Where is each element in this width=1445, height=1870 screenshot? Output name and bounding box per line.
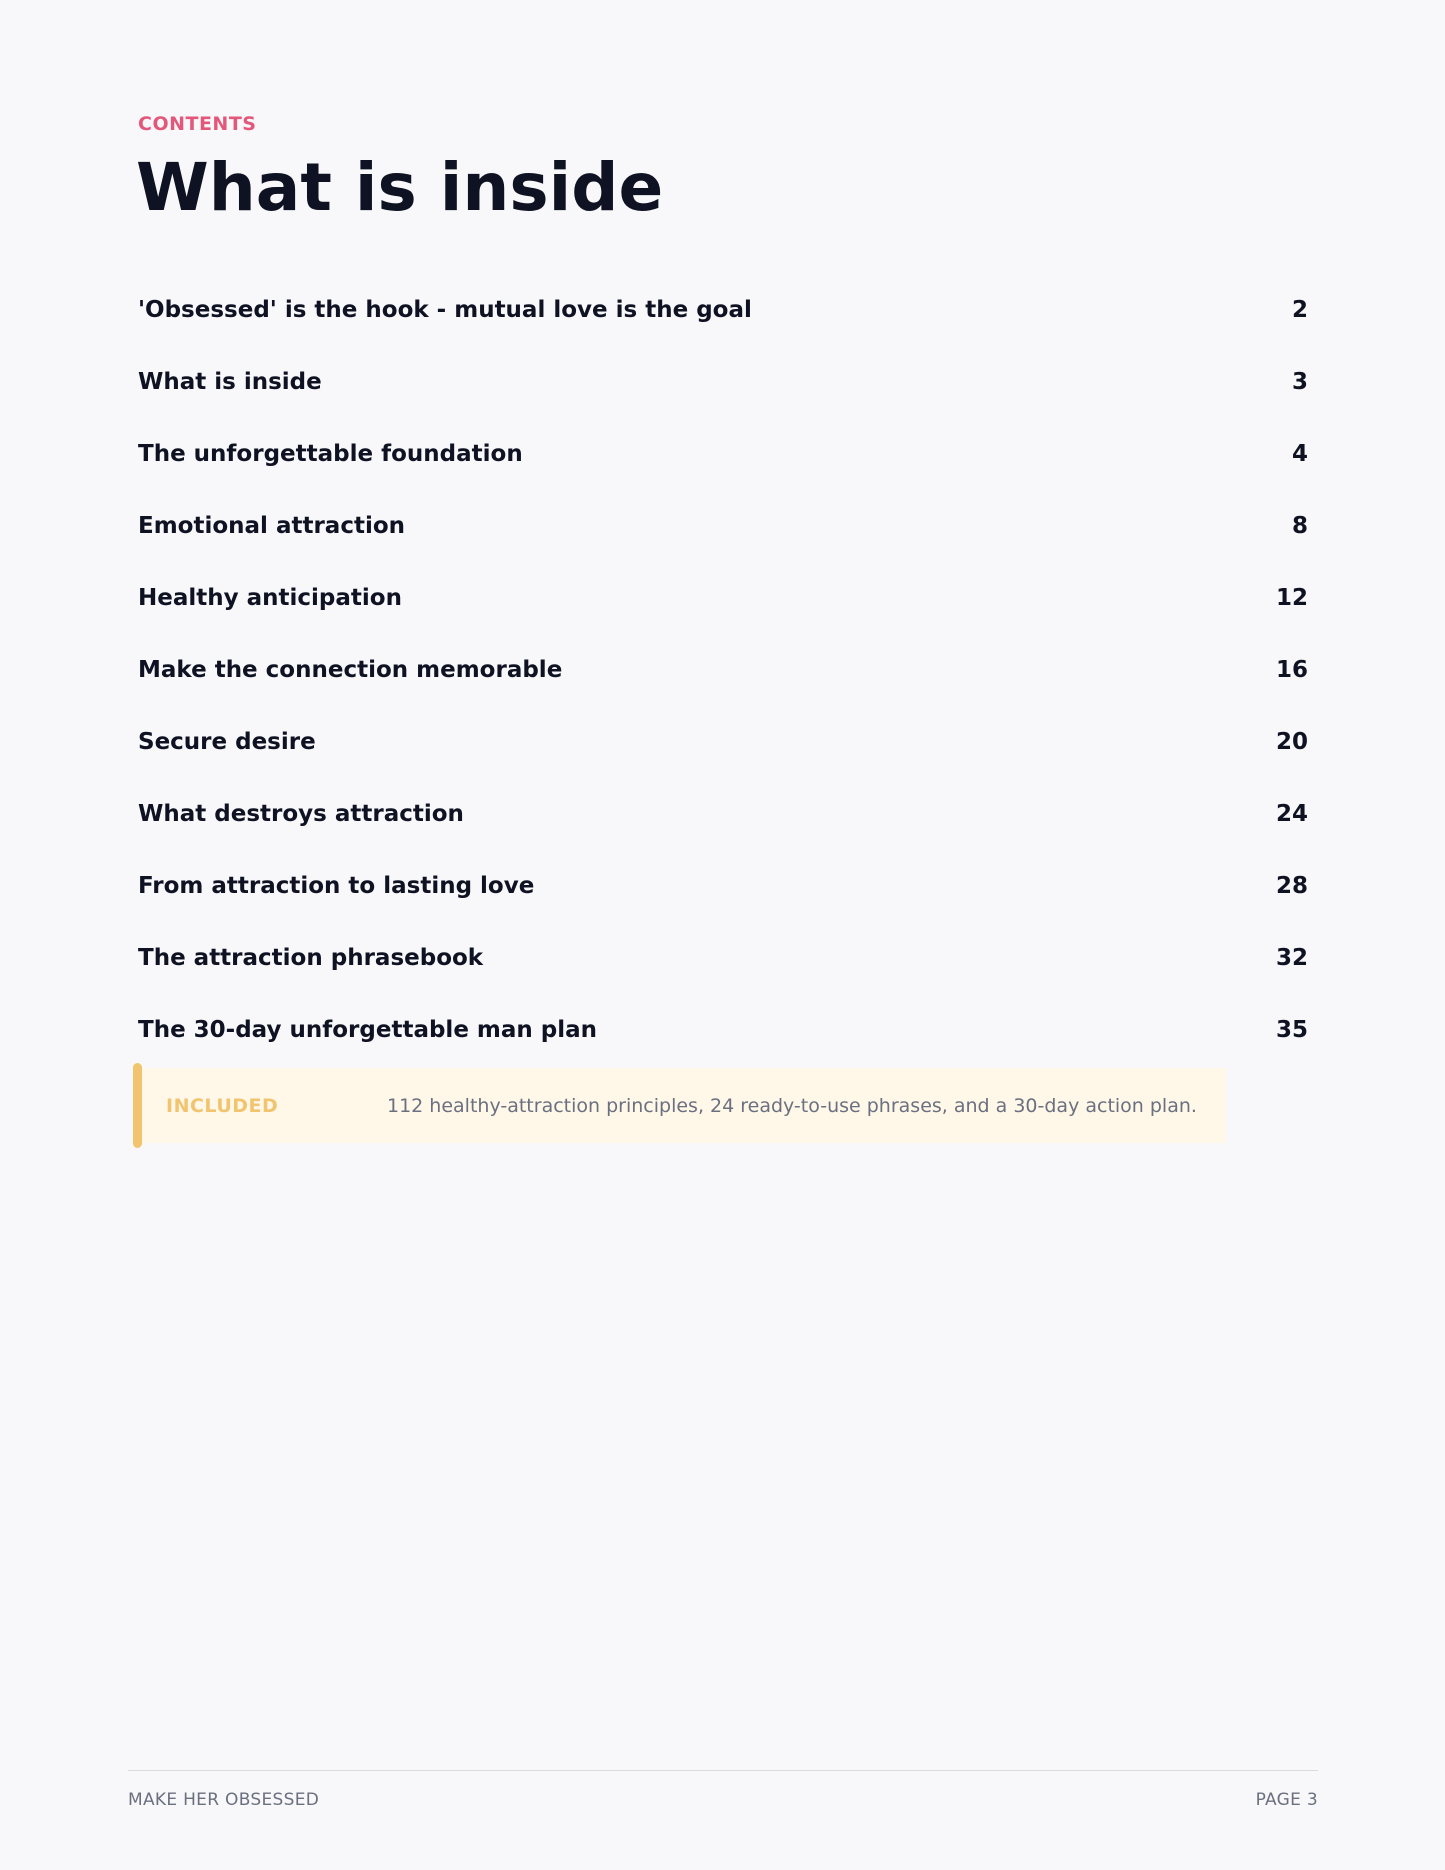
- toc-entry[interactable]: [138, 922, 1308, 994]
- toc-entry[interactable]: [138, 850, 1308, 922]
- included-callout: [136, 1068, 1226, 1143]
- footer-divider: [128, 1770, 1318, 1771]
- toc-entry[interactable]: [138, 994, 1308, 1066]
- toc-entry[interactable]: [138, 706, 1308, 778]
- toc-entry-title: Healthy anticipation: [138, 585, 402, 611]
- toc-entry-page: 35: [1275, 1017, 1308, 1043]
- callout-text: 112 healthy-attraction principles, 24 ready-to-use phrases, and a 30-day action plan.: [387, 1094, 1197, 1117]
- toc-entry-page: 8: [1291, 513, 1308, 539]
- toc-entry-page: 4: [1291, 441, 1308, 467]
- toc-entry[interactable]: [138, 346, 1308, 418]
- toc-entry-title: The unforgettable foundation: [138, 441, 523, 467]
- toc-entry-page: 32: [1275, 945, 1308, 971]
- footer-page-number: PAGE 3: [1255, 1790, 1318, 1810]
- table-of-contents: [138, 274, 1308, 1066]
- toc-entry-page: 16: [1275, 657, 1308, 683]
- toc-entry[interactable]: [138, 418, 1308, 490]
- toc-entry-title: What destroys attraction: [138, 801, 464, 827]
- toc-entry-title: Secure desire: [138, 729, 316, 755]
- page-title: What is inside: [136, 149, 664, 226]
- toc-entry-title: What is inside: [138, 369, 322, 395]
- callout-accent-bar: [133, 1063, 142, 1148]
- toc-entry-title: Emotional attraction: [138, 513, 406, 539]
- toc-entry[interactable]: [138, 562, 1308, 634]
- toc-entry-page: 28: [1275, 873, 1308, 899]
- toc-entry-title: The 30-day unforgettable man plan: [138, 1017, 598, 1043]
- footer-book-title: MAKE HER OBSESSED: [128, 1790, 320, 1810]
- toc-entry-page: 2: [1291, 297, 1308, 323]
- toc-entry-title: Make the connection memorable: [138, 657, 563, 683]
- toc-entry[interactable]: [138, 274, 1308, 346]
- callout-tag: INCLUDED: [166, 1094, 279, 1117]
- toc-entry[interactable]: [138, 778, 1308, 850]
- toc-entry[interactable]: [138, 634, 1308, 706]
- toc-entry[interactable]: [138, 490, 1308, 562]
- section-eyebrow: CONTENTS: [138, 113, 257, 135]
- toc-entry-title: 'Obsessed' is the hook - mutual love is the goal: [138, 297, 752, 323]
- toc-entry-page: 20: [1275, 729, 1308, 755]
- toc-entry-title: The attraction phrasebook: [138, 945, 484, 971]
- toc-entry-title: From attraction to lasting love: [138, 873, 535, 899]
- toc-entry-page: 12: [1275, 585, 1308, 611]
- toc-entry-page: 3: [1291, 369, 1308, 395]
- toc-entry-page: 24: [1275, 801, 1308, 827]
